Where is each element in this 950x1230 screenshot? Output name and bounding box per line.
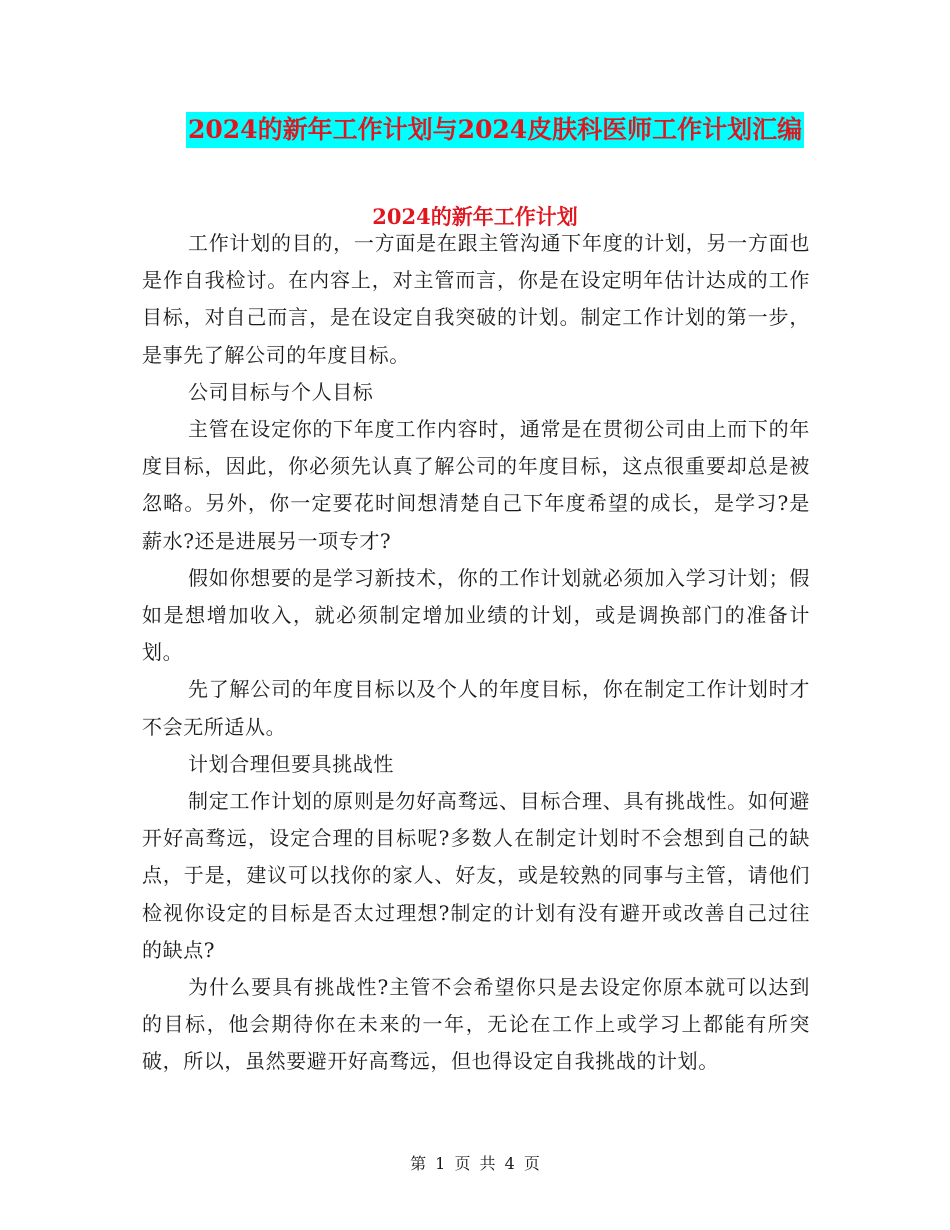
document-title: 2024的新年工作计划与2024皮肤科医师工作计划汇编 [186, 112, 804, 148]
paragraph: 工作计划的目的，一方面是在跟主管沟通下年度的计划，另一方面也是作自我检讨。在内容上，对主管而言，你是在设定明年估计达成的工作目标，对自己而言，是在设定自我突破的计划。制定工作计划的第一步，是事先了解公司的年度目标。 [142, 231, 810, 367]
paragraph: 制定工作计划的原则是勿好高骛远、目标合理、具有挑战性。如何避开好高骛远，设定合理的目标呢?多数人在制定计划时不会想到自己的缺点，于是，建议可以找你的家人、好友，或是较熟的同事与主管，请他们检视你设定的目标是否太过理想?制定的计划有没有避开或改善自己过往的缺点? [142, 789, 810, 962]
paragraph: 为什么要具有挑战性?主管不会希望你只是去设定你原本就可以达到的目标，他会期待你在未来的一年，无论在工作上或学习上都能有所突破，所以，虽然要避开好高骛远，但也得设定自我挑战的计划。 [142, 975, 810, 1074]
paragraph: 假如你想要的是学习新技术，你的工作计划就必须加入学习计划；假如是想增加收入，就必须制定增加业绩的计划，或是调换部门的准备计划。 [142, 565, 810, 665]
paragraph: 主管在设定你的下年度工作内容时，通常是在贯彻公司由上而下的年度目标，因此，你必须先认真了解公司的年度目标，这点很重要却总是被忽略。另外，你一定要花时间想清楚自己下年度希望的成长，是学习?是薪水?还是进展另一项专才? [142, 417, 810, 553]
subheading-paragraph: 计划合理但要具挑战性 [188, 751, 394, 776]
document-body [142, 225, 810, 1081]
paragraph: 先了解公司的年度目标以及个人的年度目标，你在制定工作计划时才不会无所适从。 [142, 677, 810, 739]
page-number-footer: 第 1 页 共 4 页 [410, 1154, 540, 1173]
subheading-paragraph: 公司目标与个人目标 [188, 379, 374, 404]
section-heading: 2024的新年工作计划 [372, 204, 578, 229]
